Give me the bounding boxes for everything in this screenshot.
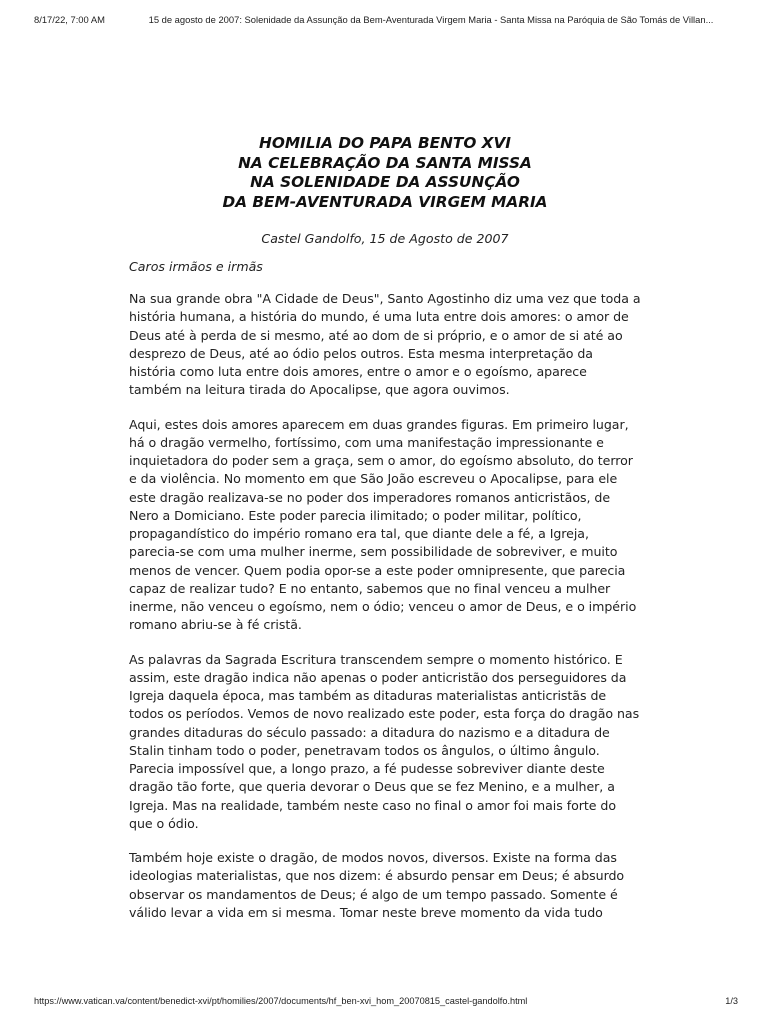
- print-page-title: 15 de agosto de 2007: Solenidade da Assunção da Bem-Aventurada Virgem Maria - Santa Missa na Paróquia de São Tomás de Villan...: [148, 14, 714, 25]
- paragraph: Na sua grande obra "A Cidade de Deus", Santo Agostinho diz uma vez que toda a história humana, a história do mundo, é uma luta entre dois amores: o amor de Deus até à perda de si mesmo, até ao dom de si próprio, e o amor de si até ao desprezo de Deus, até ao ódio pelos outros. Esta mesma interpretação da história como luta entre dois amores, entre o amor e o egoísmo, aparece também na leitura tirada do Apocalipse, que agora ouvimos.: [129, 291, 641, 398]
- paragraph: Também hoje existe o dragão, de modos novos, diversos. Existe na forma das ideologias materialistas, que nos dizem: é absurdo pensar em Deus; é absurdo observar os mandamentos de Deus; é algo de um tempo passado. Somente é válido levar a vida em si mesma. Tomar neste breve momento da vida tudo: [129, 850, 625, 920]
- document-body: [129, 134, 641, 938]
- print-datetime: 8/17/22, 7:00 AM: [34, 14, 105, 25]
- page-indicator: 1/3: [725, 996, 738, 1006]
- heading-line: HOMILIA DO PAPA BENTO XVI: [259, 134, 511, 152]
- heading-line: NA CELEBRAÇÃO DA SANTA MISSA: [238, 153, 532, 172]
- print-footer: [34, 996, 738, 1006]
- salutation: Caros irmãos e irmãs: [129, 259, 263, 274]
- heading-line: DA BEM-AVENTURADA VIRGEM MARIA: [222, 192, 548, 211]
- print-header: [34, 14, 738, 25]
- dateline: Castel Gandolfo, 15 de Agosto de 2007: [261, 231, 509, 246]
- paragraph: Aqui, estes dois amores aparecem em duas grandes figuras. Em primeiro lugar, há o dragão vermelho, fortíssimo, com uma manifestação impressionante e inquietadora do poder sem a graça, sem o amor, do egoísmo absoluto, do terror e da violência. No momento em que São João escreveu o Apocalipse, para ele este dragão realizava-se no poder dos imperadores romanos anticristãos, de Nero a Domiciano. Este poder parecia ilimitado; o poder militar, político, propagandístico do império romano era tal, que diante dele a fé, a Igreja, parecia-se com uma mulher inerme, sem possibilidade de sobreviver, e muito menos de vencer. Quem podia opor-se a este poder omnipresente, que parecia capaz de realizar tudo? E no entanto, sabemos que no final venceu a mulher inerme, não venceu o egoísmo, nem o ódio; venceu o amor de Deus, e o império romano abriu-se à fé cristã.: [129, 416, 637, 633]
- print-url: https://www.vatican.va/content/benedict-xvi/pt/homilies/2007/documents/hf_ben-xvi_hom_20070815_castel-gandolfo.html: [34, 996, 528, 1006]
- paragraph: As palavras da Sagrada Escritura transcendem sempre o momento histórico. E assim, este dragão indica não apenas o poder anticristão dos perseguidores da Igreja daquela época, mas também as ditaduras materialistas anticristãs de todos os períodos. Vemos de novo realizado este poder, esta força do dragão nas grandes ditaduras do século passado: a ditadura do nazismo e a ditadura de Stalin tinham todo o poder, penetravam todos os ângulos, o último ângulo. Parecia impossível que, a longo prazo, a fé pudesse sobreviver diante deste dragão tão forte, que queria devorar o Deus que se fez Menino, e a mulher, a Igreja. Mas na realidade, também neste caso no final o amor foi mais forte do que o ódio.: [129, 651, 640, 831]
- homily-heading: [129, 134, 641, 212]
- heading-line: NA SOLENIDADE DA ASSUNÇÃO: [250, 173, 520, 191]
